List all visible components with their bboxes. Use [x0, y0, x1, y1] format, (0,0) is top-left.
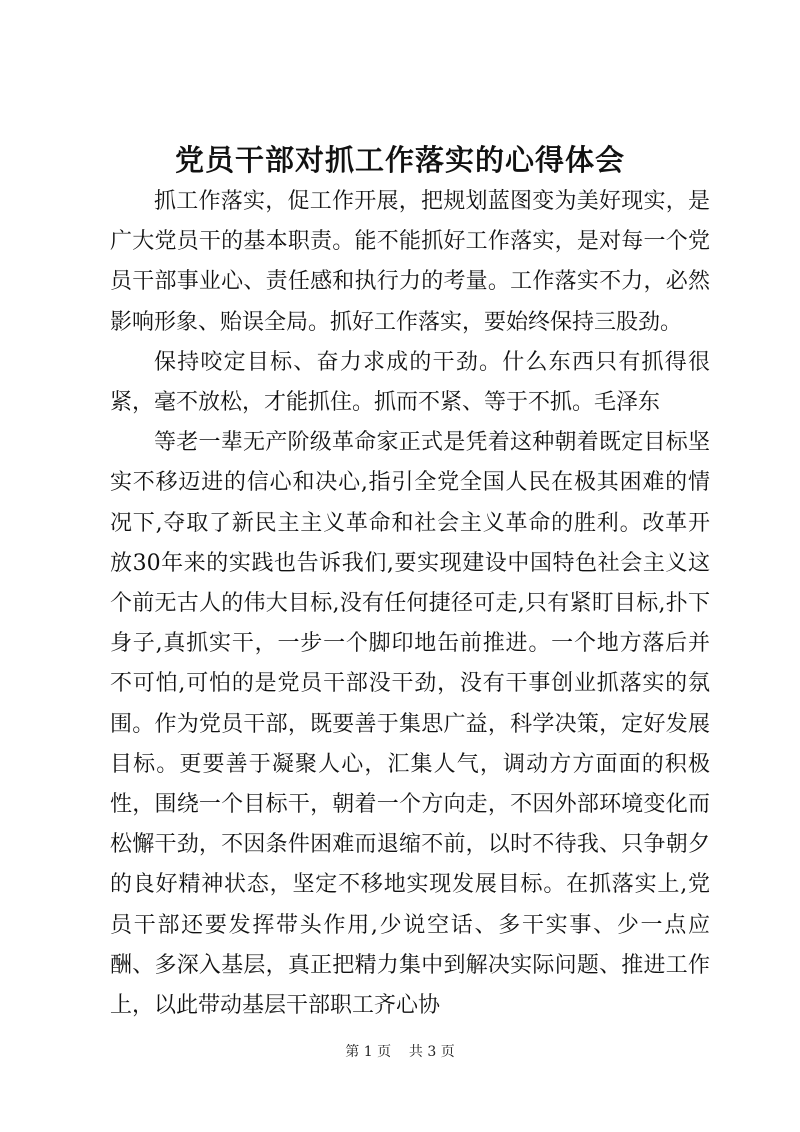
paragraph-drive: 保持咬定目标、奋力求成的干劲。什么东西只有抓得很紧，毫不放松，才能抓住。抓而不紧、等于不抓。毛泽东 [110, 349, 710, 416]
page-number: 第 1 页 [345, 1044, 392, 1060]
paragraph-history: 等老一辈无产阶级革命家正式是凭着这种朝着既定目标坚实不移迈进的信心和决心,指引全党全国人民在极其困难的情况下,夺取了新民主主义革命和社会主义革命的胜利。改革开放30年来的实践也告诉我们,要实现建设中国特色社会主义这个前无古人的伟大目标,没有任何捷径可走,只有紧盯目标,扑下身子,真抓实干，一步一个脚印地缶前推进。一个地方落后并不可怕,可怕的是党员干部没干劲，没有干事创业抓落实的氛围。作为党员干部，既要善于集思广益，科学决策，定好发展目标。更要善于凝聚人心，汇集人气，调动方方面面的积极性，围绕一个目标干，朝着一个方向走，不因外部环境变化而松懈干劲，不因条件困难而退缩不前，以时不待我、只争朝夕的良好精神状态，坚定不移地实现发展目标。在抓落实上,党员干部还要发挥带头作用,少说空话、多干实事、少一点应酬、多深入基层，真正把精力集中到解决实际问题、推进工作上，以此带动基层干部职工齐心协 [110, 430, 710, 1019]
paragraph-intro: 抓工作落实，促工作开展，把规划蓝图变为美好现实，是广大党员干的基本职责。能不能抓好工作落实，是对每一个党员干部事业心、责任感和执行力的考量。工作落实不力，必然影响形象、贻误全局。抓好工作落实，要始终保持三股劲。 [110, 189, 710, 335]
document-title: 党员干部对抓工作落实的心得体会 [174, 143, 625, 177]
page-footer [0, 1042, 800, 1062]
page-total: 共 3 页 [408, 1044, 455, 1060]
document-body [110, 182, 710, 1026]
